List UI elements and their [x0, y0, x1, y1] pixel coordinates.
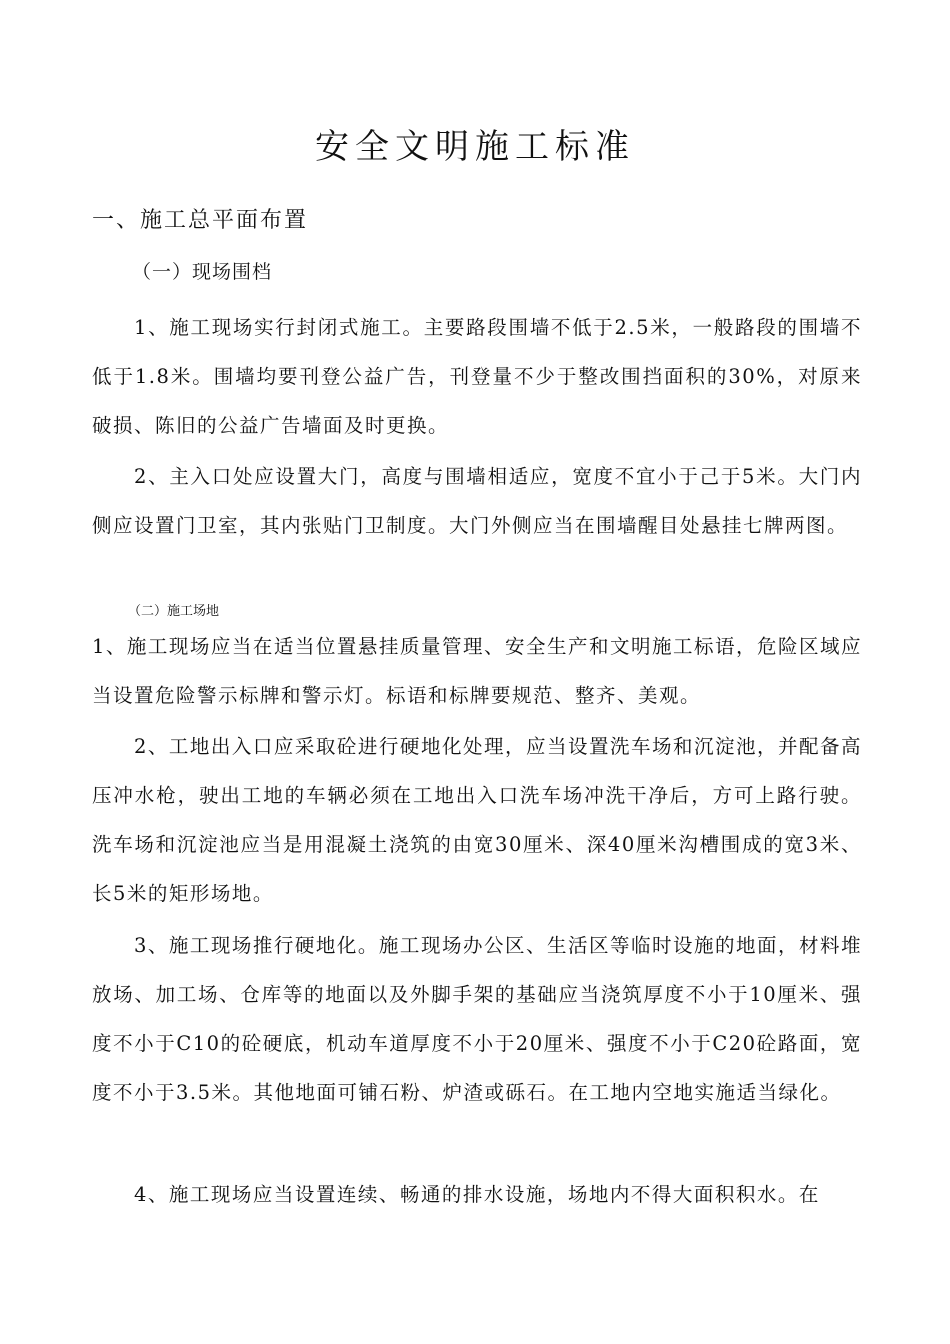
subsection-heading-site-hoarding: （一）现场围档 [132, 261, 273, 283]
paragraph-site-1: 1、施工现场应当在适当位置悬挂质量管理、安全生产和文明施工标语，危险区域应当设置危险警示标牌和警示灯。标语和标牌要规范、整齐、美观。 [92, 635, 862, 707]
paragraph-site-2: 2、工地出入口应采取砼进行硬地化处理，应当设置洗车场和沉淀池，并配备高压冲水枪，驶出工地的车辆必须在工地出入口洗车场冲洗干净后，方可上路行驶。洗车场和沉淀池应当是用混凝土浇筑的由宽30厘米、深40厘米沟槽围成的宽3米、长5米的矩形场地。 [92, 735, 862, 905]
subsection-heading-construction-site: （二）施工场地 [128, 604, 220, 619]
paragraph-site-3: 3、施工现场推行硬地化。施工现场办公区、生活区等临时设施的地面，材料堆放场、加工场、仓库等的地面以及外脚手架的基础应当浇筑厚度不小于10厘米、强度不小于C10的砼硬底，机动车道厚度不小于20厘米、强度不小于C20砼路面，宽度不小于3.5米。其他地面可铺石粉、炉渣或砾石。在工地内空地实施适当绿化。 [92, 934, 862, 1104]
paragraph-site-4: 4、施工现场应当设置连续、畅通的排水设施，场地内不得大面积积水。在 [134, 1183, 820, 1206]
section-heading-general-layout: 一、施工总平面布置 [92, 208, 309, 233]
paragraph-hoarding-2: 2、主入口处应设置大门，高度与围墙相适应，宽度不宜小于己于5米。大门内侧应设置门卫室，其内张贴门卫制度。大门外侧应当在围墙醒目处悬挂七牌两图。 [92, 465, 862, 537]
paragraph-hoarding-1: 1、施工现场实行封闭式施工。主要路段围墙不低于2.5米，一般路段的围墙不低于1.8米。围墙均要刊登公益广告，刊登量不少于整改围挡面积的30%，对原来破损、陈旧的公益广告墙面及时更换。 [92, 316, 862, 437]
document-title: 安全文明施工标准 [315, 127, 635, 167]
